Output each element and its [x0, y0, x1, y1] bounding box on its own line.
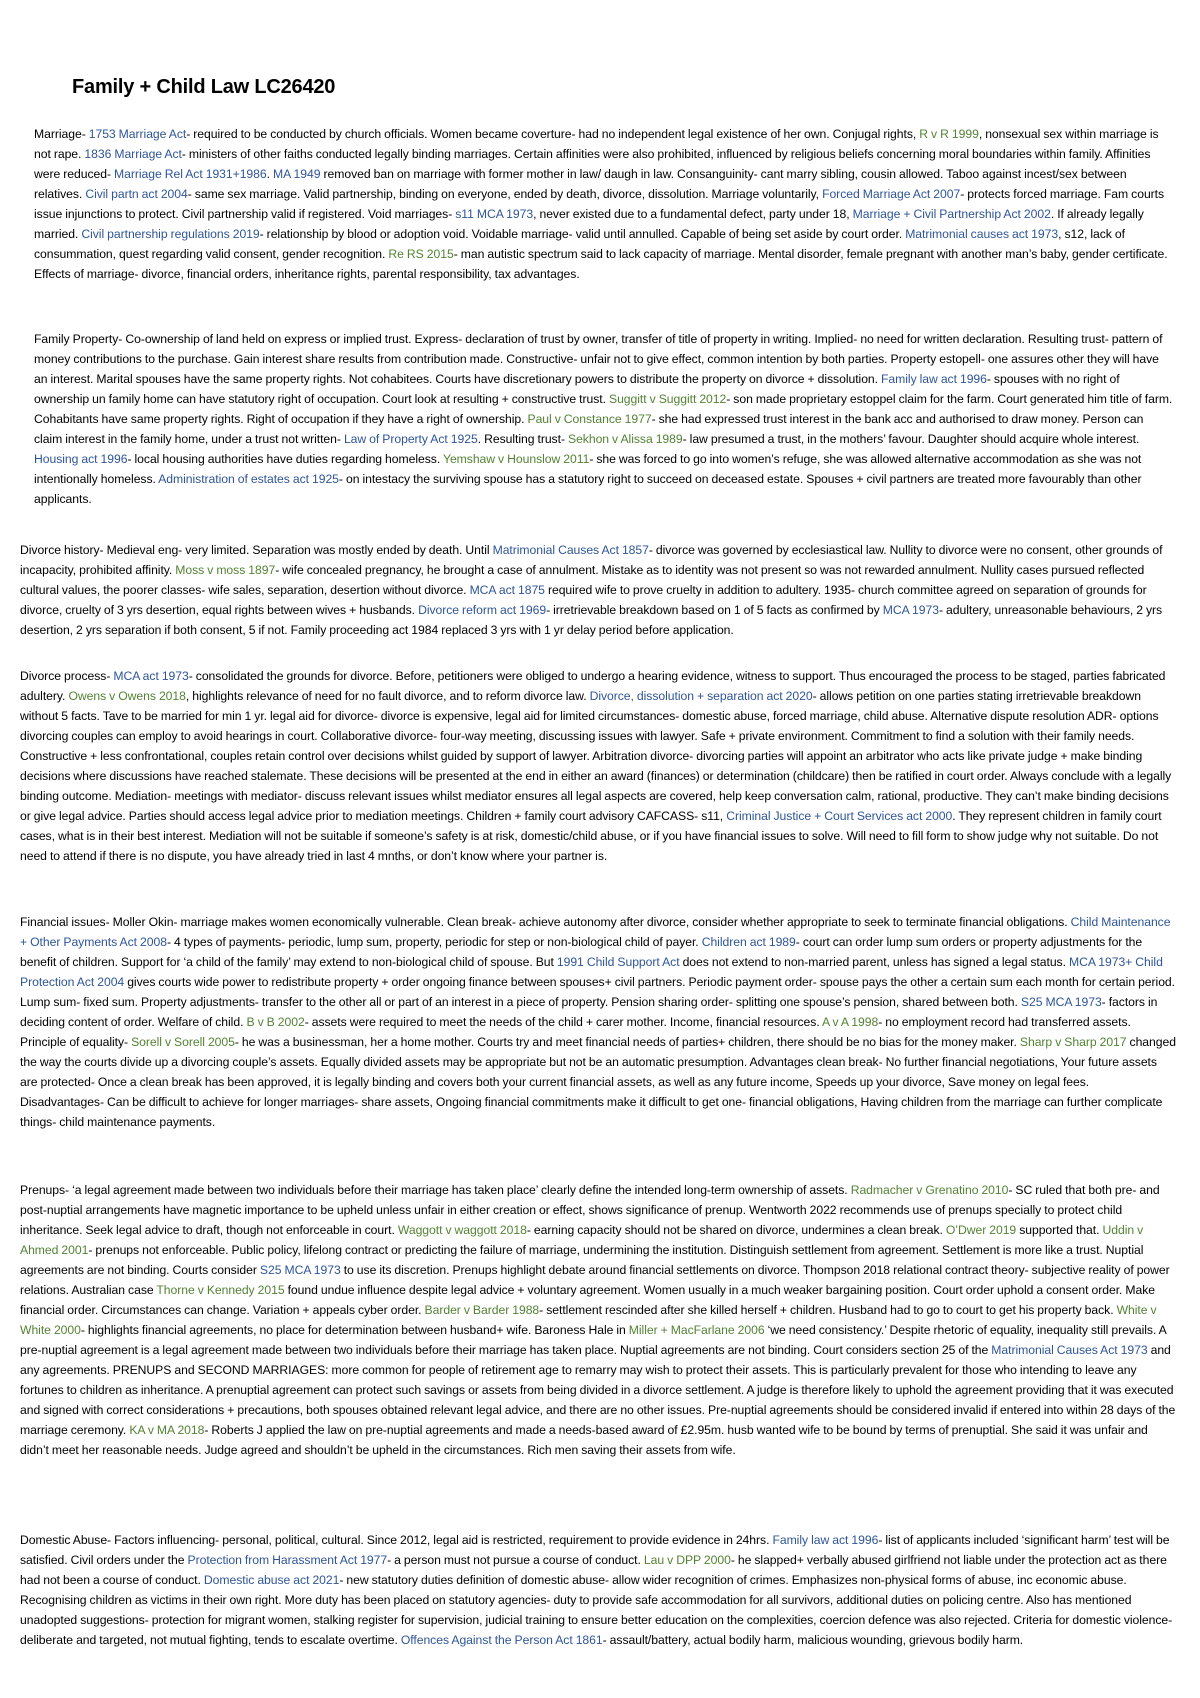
- body-text: - consolidated the grounds for divorce. Before, petitioners were obliged to undergo a hearing evidence, witness to support. Thus encouraged the process to be staged, parties fabricated adultery.: [20, 669, 1166, 703]
- statute-reference: s11 MCA 1973: [455, 207, 534, 221]
- statute-reference: 1991 Child Support Act: [556, 955, 680, 969]
- body-text: - man autistic spectrum said to lack capacity of marriage. Mental disorder, female pregnant with another man’s baby, gender certificate. Effects of marriage- divorce, financial orders, inheritance rights, parental responsibility, tax advantages.: [34, 247, 1168, 281]
- statute-reference: Family law act 1996: [772, 1533, 879, 1547]
- case-reference: White v White 2000: [20, 1303, 1157, 1337]
- body-text: - required to be conducted by church officials. Women became coverture- had no independent legal existence of her own. Conjugal rights,: [186, 127, 920, 141]
- case-reference: A v A 1998: [822, 1015, 879, 1029]
- case-reference: Paul v Constance 1977: [527, 412, 652, 426]
- statute-reference: Criminal Justice + Court Services act 2000: [726, 809, 953, 823]
- body-text: Divorce process-: [20, 669, 114, 683]
- statute-reference: Civil partnership regulations 2019: [81, 227, 260, 241]
- body-text: removed ban on marriage with former mother in law/ daugh in law. Consanguinity- cant marry sibling, cousin allowed. Taboo against incest/sex between relatives.: [34, 167, 1127, 201]
- statute-reference: Family law act 1996: [881, 372, 987, 386]
- body-text: - settlement rescinded after she killed herself + children. Husband had to go to court to get his property back.: [539, 1303, 1117, 1317]
- statute-reference: MCA act 1875: [469, 583, 545, 597]
- case-reference: Moss v moss 1897: [175, 563, 276, 577]
- case-reference: R v R 1999: [919, 127, 979, 141]
- body-text: - SC ruled that both pre- and post-nuptial arrangements have magnetic importance to be upheld unless unfair in either creation or effect, shows significance of prenup. Wentworth 2022 recommends use of prenups specially to protect child inheritance. Seek legal advice to draft, though not enforceable in court.: [20, 1183, 1160, 1237]
- statute-reference: Divorce, dissolution + separation act 2020: [589, 689, 813, 703]
- body-text: - assets were required to meet the needs of the child + carer mother. Income, financial resources.: [304, 1015, 823, 1029]
- statute-reference: Forced Marriage Act 2007: [822, 187, 961, 201]
- body-text: and any agreements. PRENUPS and SECOND MARRIAGES: more common for people of retirement age to remarry may wish to protect their assets. This is particularly prevalent for those who intending to leave any fortunes to children as inheritance. A prenuptial agreement can protect such savings or assets from being divided in a divorce settlement. A judge is therefore likely to uphold the agreement providing that it was executed and signed with correct considerations + precautions, both spouses obtained relevant legal advice, and there are no other issues. Pre-nuptial agreements should be considered invalid if entered into within 28 days of the marriage ceremony.: [20, 1343, 1176, 1437]
- body-text: . If already legally married.: [34, 207, 1144, 241]
- statute-reference: Matrimonial Causes Act 1857: [492, 543, 649, 557]
- body-text: - Roberts J applied the law on pre-nuptial agreements and made a needs-based award of £2.95m. husb wanted wife to be bound by terms of prenuptial. She said it was unfair and didn’t meet her reasonable needs. Judge agreed and shouldn’t be upheld in the circumstances. Rich men saving their assets from wife.: [20, 1423, 1148, 1457]
- body-text: - protects forced marriage. Fam courts issue injunctions to protect. Civil partnership valid if registered. Void marriages-: [34, 187, 1165, 221]
- body-text: Financial issues- Moller Okin- marriage makes women economically vulnerable. Clean break- achieve autonomy after divorce, consider whether appropriate to seek to terminate financial obligations.: [20, 915, 1071, 929]
- body-text: - list of applicants included ‘significant harm’ test will be satisfied. Civil orders under the: [20, 1533, 1170, 1567]
- case-reference: Sharp v Sharp 2017: [1019, 1035, 1127, 1049]
- case-reference: Radmacher v Grenatino 2010: [850, 1183, 1009, 1197]
- statute-reference: MA 1949: [273, 167, 321, 181]
- body-text: - earning capacity should not be shared on divorce, undermines a clean break.: [526, 1223, 946, 1237]
- body-text: - 4 types of payments- periodic, lump sum, property, periodic for step or non-biological child of payer.: [166, 935, 702, 949]
- body-text: found undue influence despite legal advice + voluntary agreement. Women usually in a much weaker bargaining position. Court order uphold a consent order. Make financial order. Circumstances can change. Variation + appeals cyber order.: [20, 1283, 1156, 1317]
- section-divorce-process: [20, 666, 1176, 866]
- body-text: - no employment record had transferred assets. Principle of equality-: [20, 1015, 1131, 1049]
- body-text: ‘we need consistency.’ Despite rhetoric of equality, inequality still prevails. A pre-nuptial agreement is a legal agreement made between two individuals before their marriage has taken place. Nuptial agreements are not binding. Court considers section 25 of the: [20, 1323, 1167, 1357]
- case-reference: Thorne v Kennedy 2015: [156, 1283, 285, 1297]
- case-reference: O’Dwer 2019: [945, 1223, 1017, 1237]
- case-reference: Re RS 2015: [388, 247, 454, 261]
- body-text: Divorce history- Medieval eng- very limited. Separation was mostly ended by death. Until: [20, 543, 493, 557]
- statute-reference: Law of Property Act 1925: [343, 432, 478, 446]
- case-reference: Sekhon v Alissa 1989: [567, 432, 683, 446]
- statute-reference: Protection from Harassment Act 1977: [187, 1553, 388, 1567]
- body-text: - he slapped+ verbally abused girlfriend not liable under the protection act as there had not been a course of conduct.: [20, 1553, 1167, 1587]
- body-text: does not extend to non-married parent, unless has signed a legal status.: [679, 955, 1069, 969]
- case-reference: Owens v Owens 2018: [68, 689, 186, 703]
- statute-reference: MCA 1973+ Child Protection Act 2004: [20, 955, 1163, 989]
- statute-reference: MCA 1973: [882, 603, 939, 617]
- case-reference: Uddin v Ahmed 2001: [20, 1223, 1144, 1257]
- statute-reference: Matrimonial Causes Act 1973: [991, 1343, 1148, 1357]
- body-text: - relationship by blood or adoption void. Voidable marriage- valid until annulled. Capable of being set aside by court order.: [259, 227, 906, 241]
- statute-reference: 1753 Marriage Act: [88, 127, 187, 141]
- case-reference: Lau v DPP 2000: [643, 1553, 731, 1567]
- body-text: - she was forced to go into women’s refuge, she was allowed alternative accommodation as she was not intentionally homeless.: [34, 452, 1142, 486]
- body-text: Domestic Abuse- Factors influencing- personal, political, cultural. Since 2012, legal aid is restricted, requirement to provide evidence in 24hrs.: [20, 1533, 773, 1547]
- case-reference: B v B 2002: [246, 1015, 305, 1029]
- body-text: , s12, lack of consummation, quest regarding valid consent, gender recognition.: [34, 227, 1125, 261]
- statute-reference: Matrimonial causes act 1973: [905, 227, 1059, 241]
- section-financial-issues: [20, 912, 1176, 1132]
- body-text: - son made proprietary estoppel claim for the farm. Court generated him title of farm. Cohabitants have same property rights. Right of occupation if they have a right of ownership.: [34, 392, 1173, 426]
- statute-reference: S25 MCA 1973: [1020, 995, 1102, 1009]
- body-text: required wife to prove cruelty in addition to adultery. 1935- church committee agreed on separation of grounds for divorce, cruelty of 3 yrs desertion, equal rights between wives + husbands.: [20, 583, 1147, 617]
- statute-reference: Children act 1989: [701, 935, 796, 949]
- body-text: Prenups- ‘a legal agreement made between two individuals before their marriage has taken place’ clearly define the intended long-term ownership of assets.: [20, 1183, 851, 1197]
- body-text: - wife concealed pregnancy, he brought a case of annulment. Mistake as to identity was not present so was not rewarded annulment. Nullity cases pursued reflected cultural values, the poorer classes- wife sales, separation, desertion without divorce.: [20, 563, 1145, 597]
- body-text: , highlights relevance of need for no fault divorce, and to reform divorce law.: [185, 689, 590, 703]
- case-reference: Sorell v Sorell 2005: [131, 1035, 235, 1049]
- body-text: - he was a businessman, her a home mother. Courts try and meet financial needs of parties+ children, there should be no bias for the money maker.: [234, 1035, 1020, 1049]
- statute-reference: Child Maintenance + Other Payments Act 2008: [20, 915, 1171, 949]
- body-text: - on intestacy the surviving spouse has a statutory right to succeed on deceased estate. Spouses + civil partners are treated more favourably than other applicants.: [34, 472, 1142, 506]
- body-text: - a person must not pursue a course of conduct.: [387, 1553, 644, 1567]
- body-text: - she had expressed trust interest in the bank acc and authorised to draw money. Person can claim interest in the family home, under a trust not written-: [34, 412, 1144, 446]
- statute-reference: Divorce reform act 1969: [418, 603, 547, 617]
- statute-reference: 1836 Marriage Act: [84, 147, 182, 161]
- statute-reference: Civil partn act 2004: [85, 187, 188, 201]
- body-text: Marriage-: [34, 127, 89, 141]
- body-text: , nonsexual sex within marriage is not rape.: [34, 127, 1159, 161]
- body-text: , never existed due to a fundamental defect, party under 18,: [533, 207, 853, 221]
- body-text: . Resulting trust-: [477, 432, 568, 446]
- body-text: gives courts wide power to redistribute property + order ongoing finance between spouses+ civil partners. Periodic payment order- spouse pays the other a certain sum each month for certain period. Lump sum- fixed sum. Property adjustments- transfer to the other all or part of an interest in a piece of property. Pension sharing order- splitting one spouse’s pension, shared between both.: [20, 975, 1175, 1009]
- body-text: - court can order lump sum orders or property adjustments for the benefit of children. Support for ‘a child of the family’ may extend to non-biological child of spouse. But: [20, 935, 1143, 969]
- body-text: - new statutory duties definition of domestic abuse- allow wider recognition of crimes. Emphasizes non-physical forms of abuse, inc economic abuse. Recognising children as victims in their own right. More duty has been placed on statutory agencies- duty to provide safe accommodation for all survivors, additional duties on policing centre. Also has mentioned unadopted suggestions- protection for migrant women, stalking register for supervision, judicial training to ensure better education on the complexities, coercion defence was also rejected. Criteria for domestic violence- deliberate and targeted, not mutual fighting, tends to escalate overtime.: [20, 1573, 1173, 1647]
- body-text: - irretrievable breakdown based on 1 of 5 facts as confirmed by: [546, 603, 883, 617]
- case-reference: KA v MA 2018: [129, 1423, 205, 1437]
- statute-reference: S25 MCA 1973: [259, 1263, 341, 1277]
- section-domestic-abuse: [20, 1530, 1176, 1650]
- case-reference: Waggott v waggott 2018: [397, 1223, 527, 1237]
- case-reference: Suggitt v Suggitt 2012: [608, 392, 727, 406]
- body-text: - assault/battery, actual bodily harm, malicious wounding, grievous bodily harm.: [602, 1633, 1024, 1647]
- statute-reference: Offences Against the Person Act 1861: [400, 1633, 603, 1647]
- body-text: - adultery, unreasonable behaviours, 2 yrs desertion, 2 yrs separation if both consent, 5 if not. Family proceeding act 1984 replaced 3 yrs with 1 yr delay period before application.: [20, 603, 1163, 637]
- body-text: .: [266, 167, 273, 181]
- body-text: - spouses with no right of ownership un family home can have statutory right of occupation. Court look at resulting + constructive trust.: [34, 372, 1120, 406]
- document-title: Family + Child Law LC26420: [72, 76, 336, 98]
- body-text: - ministers of other faiths conducted legally binding marriages. Certain affinities were also prohibited, influenced by religious beliefs concerning moral boundaries within family. Affinities were reduced-: [34, 147, 1151, 181]
- body-text: - highlights financial agreements, no place for determination between husband+ wife. Baroness Hale in: [80, 1323, 629, 1337]
- statute-reference: Marriage + Civil Partnership Act 2002: [852, 207, 1051, 221]
- body-text: to use its discretion. Prenups highlight debate around financial settlements on divorce. Thompson 2018 relational contract theory- subjective reality of power relations. Australian case: [20, 1263, 1170, 1297]
- body-text: changed the way the courts divide up a divorcing couple’s assets. Equally divided assets may be appropriate but not be an automatic presumption. Advantages clean break- No further financial negotiations, Your future assets are protected- Once a clean break has been approved, it is legally binding and covers both your current financial assets, as well as any future income, Speeds up your divorce, Save money on legal fees. Disadvantages- Can be difficult to achieve for longer marriages- share assets, Ongoing financial commitments make it difficult to get one- financial obligations, Having children from the marriage can further complicate things- child maintenance payments.: [20, 1035, 1176, 1129]
- body-text: - divorce was governed by ecclesiastical law. Nullity to divorce were no consent, other grounds of incapacity, prohibited affinity.: [20, 543, 1163, 577]
- statute-reference: Marriage Rel Act 1931+1986: [114, 167, 267, 181]
- body-text: - factors in deciding content of order. Welfare of child.: [20, 995, 1158, 1029]
- case-reference: Yemshaw v Hounslow 2011: [442, 452, 590, 466]
- section-prenups: [20, 1180, 1176, 1460]
- body-text: supported that.: [1016, 1223, 1103, 1237]
- statute-reference: Housing act 1996: [34, 452, 128, 466]
- case-reference: Barder v Barder 1988: [424, 1303, 540, 1317]
- body-text: - law presumed a trust, in the mothers’ favour. Daughter should acquire whole interest.: [682, 432, 1140, 446]
- body-text: Family Property- Co-ownership of land held on express or implied trust. Express- declaration of trust by owner, transfer of title of property in writing. Implied- no need for written declaration. Resulting trust- pattern of money contributions to the purchase. Gain interest share results from contribution made. Constructive- unfair not to give effect, common intention by both parties. Property estopell- one assures other they will have an interest. Marital spouses have the same property rights. Not cohabitees. Courts have discretionary powers to distribute the property on divorce + dissolution.: [34, 332, 1163, 386]
- section-divorce-history: [20, 540, 1176, 640]
- section-marriage: [34, 124, 1174, 284]
- section-family-property: [34, 329, 1174, 509]
- statute-reference: Administration of estates act 1925: [158, 472, 339, 486]
- body-text: - same sex marriage. Valid partnership, binding on everyone, ended by death, divorce, dissolution. Marriage voluntarily,: [187, 187, 823, 201]
- statute-reference: Domestic abuse act 2021: [203, 1573, 340, 1587]
- body-text: . They represent children in family court cases, what is in their best interest. Mediation will not be suitable if someone’s safety is at risk, domestic/child abuse, or if you have financial issues to solve. Will need to fill form to show judge why not suitable. Do not need to attend if there is no dispute, you have already tried in last 4 mnths, or don’t know where your partner is.: [20, 809, 1162, 863]
- statute-reference: MCA act 1973: [113, 669, 189, 683]
- body-text: - prenups not enforceable. Public policy, lifelong contract or predicting the failure of marriage, undermining the institution. Distinguish settlement from agreement. Settlement is more like a trust. Nuptial agreements are not binding. Courts consider: [20, 1243, 1144, 1277]
- body-text: - local housing authorities have duties regarding homeless.: [127, 452, 443, 466]
- case-reference: Miller + MacFarlane 2006: [628, 1323, 765, 1337]
- body-text: - allows petition on one parties stating irretrievable breakdown without 5 facts. Tave to be married for min 1 yr. legal aid for divorce- divorce is expensive, legal aid for limited circumstances- domestic abuse, forced marriage, child abuse. Alternative dispute resolution ADR- options divorcing couples can employ to avoid hearings in court. Collaborative divorce- four-way meeting, discussing issues with lawyer. Safe + private environment. Commitment to find a solution with their family needs. Constructive + less confrontational, couples retain control over decisions whilst guided by support of lawyer. Arbitration divorce- divorcing parties will appoint an arbitrator who acts like private judge + make binding decisions where discussions have reached stalemate. These decisions will be presented at the end in either an award (finances) or determination (childcare) then be ratified in court order. Always conclude with a legally binding outcome. Mediation- meetings with mediator- discuss relevant issues whilst mediator ensures all legal aspects are covered, help keep conversation calm, rational, productive. They can’t make binding decisions or give legal advice. Parties should access legal advice prior to mediation meetings. Children + family court advisory CAFCASS- s11,: [20, 689, 1172, 823]
